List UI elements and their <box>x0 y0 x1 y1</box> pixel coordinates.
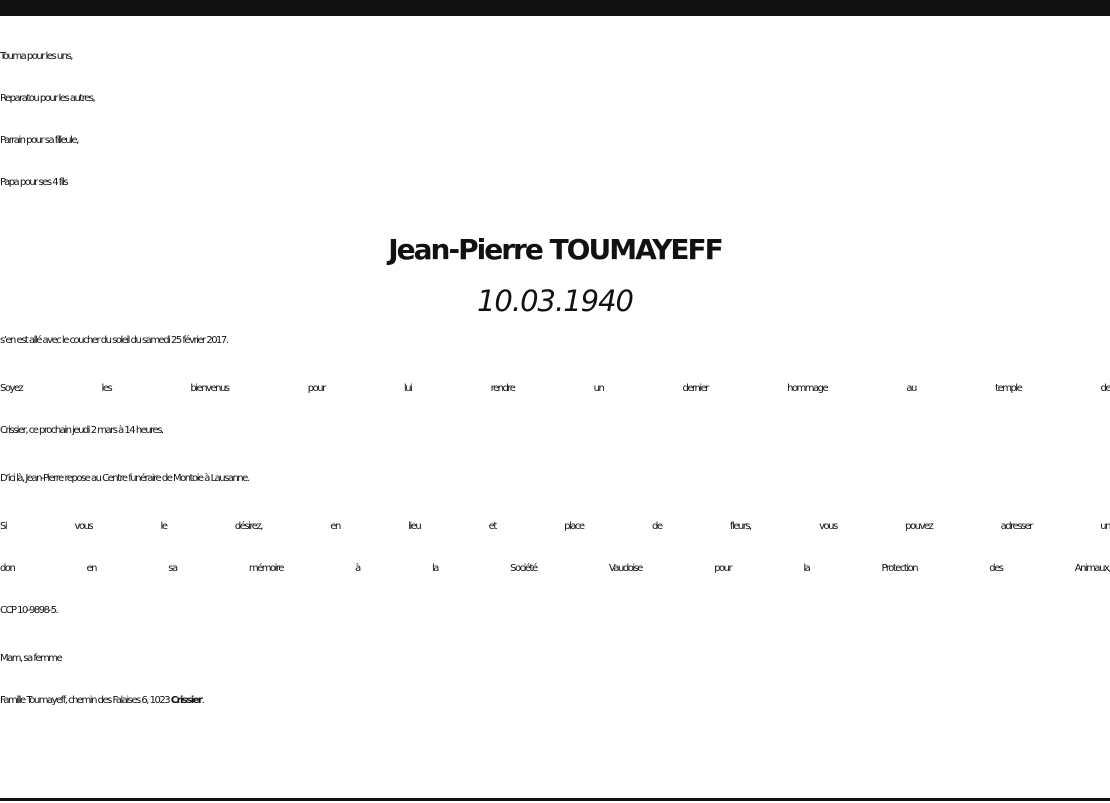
ceremony-paragraph <box>0 368 1110 452</box>
donation-line-2: don en sa mémoire à la Société Vaudoise pour la Protection des Animaux, <box>0 563 1110 574</box>
donation-paragraph <box>0 506 1110 632</box>
signature-line-1: Mam, sa femme <box>0 653 62 664</box>
rest-paragraph <box>0 458 1110 500</box>
donation-line-3: CCP 10-9898-5. <box>0 605 58 616</box>
poem-line-1: Touma pour les uns, <box>0 51 72 62</box>
ceremony-line-1: Soyez les bienvenus pour lui rendre un dernier hommage au temple de <box>0 383 1110 394</box>
rest-line: D’ici là, Jean-Pierre repose au Centre funéraire de Montoie à Lausanne. <box>0 473 249 484</box>
birth-date: 10.03.1940 <box>476 284 634 318</box>
ceremony-line-2: Crissier, ce prochain jeudi 2 mars à 14 heures. <box>0 425 163 436</box>
signature-period: . <box>201 695 204 706</box>
signature-line-2 <box>0 680 1110 722</box>
poem-line-3: Parrain pour sa filleule, <box>0 135 78 146</box>
donation-line-1: Si vous le désirez, en lieu et place de fleurs, vous pouvez adresser un <box>0 521 1110 532</box>
obituary-notice <box>0 36 1110 722</box>
top-border-rule <box>0 0 1110 16</box>
poem-line-2: Reparatou pour les autres, <box>0 93 95 104</box>
deceased-name: Jean-Pierre TOUMAYEFF <box>388 233 722 266</box>
passing-paragraph <box>0 320 1110 362</box>
opening-poem <box>0 36 1110 204</box>
bottom-border-rule <box>0 798 1110 801</box>
signature-block <box>0 638 1110 722</box>
passing-line: s’en est allé avec le coucher du soleil du samedi 25 février 2017. <box>0 335 228 346</box>
signature-town: Crissier <box>170 695 202 706</box>
signature-address: Famille Toumayeff, chemin des Falaises 6, 1023 <box>0 695 171 706</box>
poem-line-4: Papa pour ses 4 fils <box>0 177 68 188</box>
